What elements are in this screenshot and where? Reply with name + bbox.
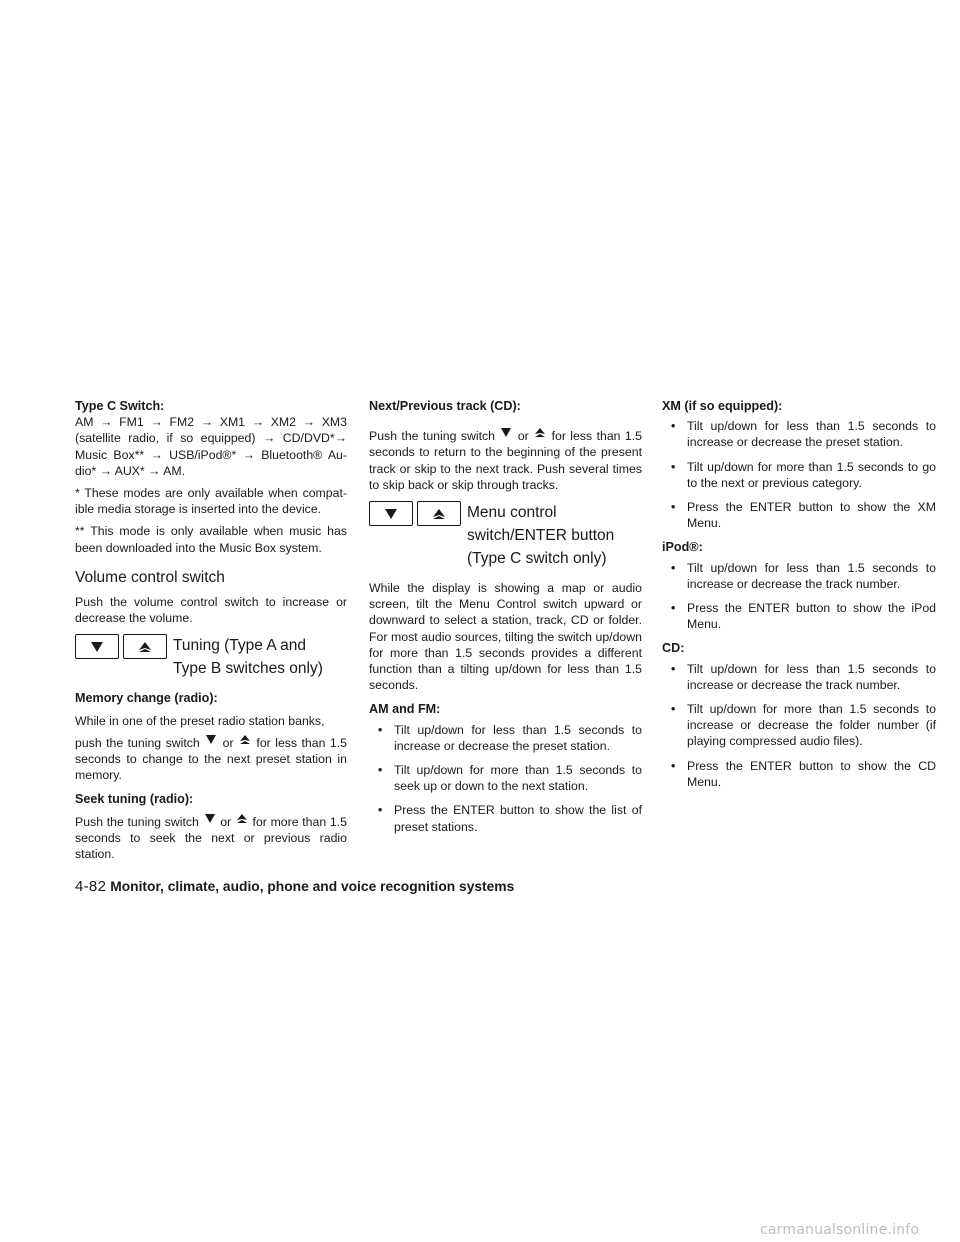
list-item: • Tilt up/down for less than 1.5 seconds to increase or decrease the preset station.: [378, 722, 642, 753]
menu-down-button: [369, 501, 413, 526]
note-music-box: ** This mode is only available when music has been downloaded into the Music Box system.: [75, 524, 347, 555]
memory-or: or: [222, 735, 234, 750]
column-left: [75, 398, 347, 862]
menu-label-line3: (Type C switch only): [467, 550, 607, 568]
cd-list: [662, 661, 936, 790]
tuning-down-button: [75, 634, 119, 659]
menu-up-button: [417, 501, 461, 526]
xm-heading: XM (if so equipped):: [662, 399, 783, 413]
list-item-text: Tilt up/down for more than 1.5 seconds to go to the next or previous category.: [687, 459, 936, 490]
menu-label-line2: switch/ENTER button: [467, 527, 615, 545]
type-c-heading: Type C Switch:: [75, 399, 165, 413]
next-previous-heading: Next/Previous track (CD):: [369, 399, 521, 413]
list-item: • Tilt up/down for less than 1.5 seconds to increase or decrease the track number.: [671, 661, 936, 692]
seek-tuning-heading: Seek tuning (radio):: [75, 792, 194, 807]
tuning-switch-figure: [75, 634, 347, 680]
menu-control-description: While the display is showing a map or audio screen, tilt the Menu Control switch upward or downward to select a station, track, CD or folder. For most audio sources, tilting the switch up/down for more than 1.5 seconds provides a different function than a tilting up/down for less than 1.5 seconds.: [369, 581, 642, 693]
next-text-end: for less than 1.5 seconds to return to the beginning of the present track or skip to the next track. Push several times to skip back or skip through tracks.: [369, 429, 643, 492]
triangle-down-icon: [206, 735, 216, 744]
tuning-label-line2: Type B switches only): [173, 660, 323, 678]
volume-description: Push the volume control switch to increase or decrease the volume.: [75, 595, 347, 626]
seek-text-start: Push the tuning switch: [75, 814, 199, 829]
list-item: • Press the ENTER button to show the XM Menu.: [671, 500, 936, 531]
list-item-text: Tilt up/down for more than 1.5 seconds to increase or decrease the folder number (if playing compressed audio files).: [687, 702, 936, 749]
arrow-up-icon: [240, 735, 250, 744]
list-item-text: Tilt up/down for less than 1.5 seconds to increase or decrease the preset station.: [394, 722, 642, 753]
list-item: • Tilt up/down for less than 1.5 seconds to increase or decrease the track number.: [671, 560, 936, 591]
next-previous-text: [369, 428, 642, 493]
xm-list: [662, 418, 936, 531]
column-middle: [369, 398, 642, 843]
memory-change-text: [75, 735, 347, 784]
arrow-up-icon: [535, 428, 545, 437]
page-number: 4-82: [75, 878, 107, 895]
cd-heading: CD:: [662, 641, 685, 656]
memory-text-end: for less than 1.5 seconds to change to the next preset station in memory.: [75, 735, 347, 783]
triangle-down-icon: [501, 428, 511, 437]
ipod-heading: iPod®:: [662, 540, 703, 555]
volume-section-title: Volume control switch: [75, 568, 225, 586]
next-text-start: Push the tuning switch: [369, 429, 495, 444]
list-item: • Tilt up/down for more than 1.5 seconds to seek up or down to the next station.: [378, 763, 642, 794]
watermark: carmanualsonline.info: [760, 1222, 920, 1238]
chapter-title: Monitor, climate, audio, phone and voice recognition systems: [110, 879, 515, 894]
menu-figure-label: [467, 501, 614, 570]
arrow-up-icon: [432, 508, 446, 520]
type-c-sequence: AM → FM1 → FM2 → XM1 → XM2 → XM3 (satellite radio, if so equipped) → CD/DVD*→ Music Box** → USB/iPod®* → Bluetooth® Au-dio* → AUX* → AM.: [75, 415, 347, 478]
memory-change-heading: Memory change (radio):: [75, 691, 218, 706]
triangle-down-icon: [205, 814, 215, 823]
list-item-text: Tilt up/down for less than 1.5 seconds to increase or decrease the track number.: [687, 560, 936, 591]
list-item-text: Tilt up/down for less than 1.5 seconds to increase or decrease the preset station.: [687, 419, 936, 450]
menu-switch-figure: [369, 501, 642, 570]
list-item: • Tilt up/down for more than 1.5 seconds to increase or decrease the folder number (if playing compressed audio files).: [671, 702, 936, 749]
tuning-up-button: [123, 634, 167, 659]
seek-or: or: [220, 814, 232, 829]
list-item-text: Press the ENTER button to show the list of preset stations.: [394, 803, 642, 834]
ipod-list: [662, 560, 936, 633]
seek-tuning-text: [75, 814, 347, 863]
list-item: • Press the ENTER button to show the list of preset stations.: [378, 803, 642, 834]
list-item-text: Press the ENTER button to show the XM Menu.: [687, 500, 936, 531]
list-item: • Tilt up/down for more than 1.5 seconds to go to the next or previous category.: [671, 459, 936, 490]
tuning-label-line1: Tuning (Type A and: [173, 637, 306, 655]
page-footer: [75, 878, 514, 895]
menu-label-line1: Menu control: [467, 504, 557, 522]
list-item: • Press the ENTER button to show the CD Menu.: [671, 758, 936, 789]
arrow-up-icon: [138, 641, 152, 653]
list-item: • Press the ENTER button to show the iPod Menu.: [671, 601, 936, 632]
note-compatible-media: * These modes are only available when compat-ible media storage is inserted into the device.: [75, 486, 347, 517]
list-item-text: Tilt up/down for less than 1.5 seconds to increase or decrease the track number.: [687, 661, 936, 692]
memory-text-start: push the tuning switch: [75, 735, 200, 750]
triangle-down-icon: [90, 641, 104, 653]
memory-change-text-a: While in one of the preset radio station banks,: [75, 713, 325, 728]
seek-text-end: for more than 1.5 seconds to seek the next or previous radio station.: [75, 814, 347, 862]
am-fm-list: [369, 722, 642, 835]
arrow-up-icon: [237, 814, 247, 823]
next-or: or: [517, 429, 529, 444]
column-right: [662, 398, 936, 798]
list-item-text: Press the ENTER button to show the CD Menu.: [687, 758, 936, 789]
triangle-down-icon: [384, 508, 398, 520]
list-item: • Tilt up/down for less than 1.5 seconds to increase or decrease the preset station.: [671, 419, 936, 450]
tuning-figure-label: [173, 634, 323, 680]
list-item-text: Press the ENTER button to show the iPod Menu.: [687, 601, 936, 632]
am-fm-heading: AM and FM:: [369, 702, 441, 717]
list-item-text: Tilt up/down for more than 1.5 seconds to seek up or down to the next station.: [394, 763, 642, 794]
